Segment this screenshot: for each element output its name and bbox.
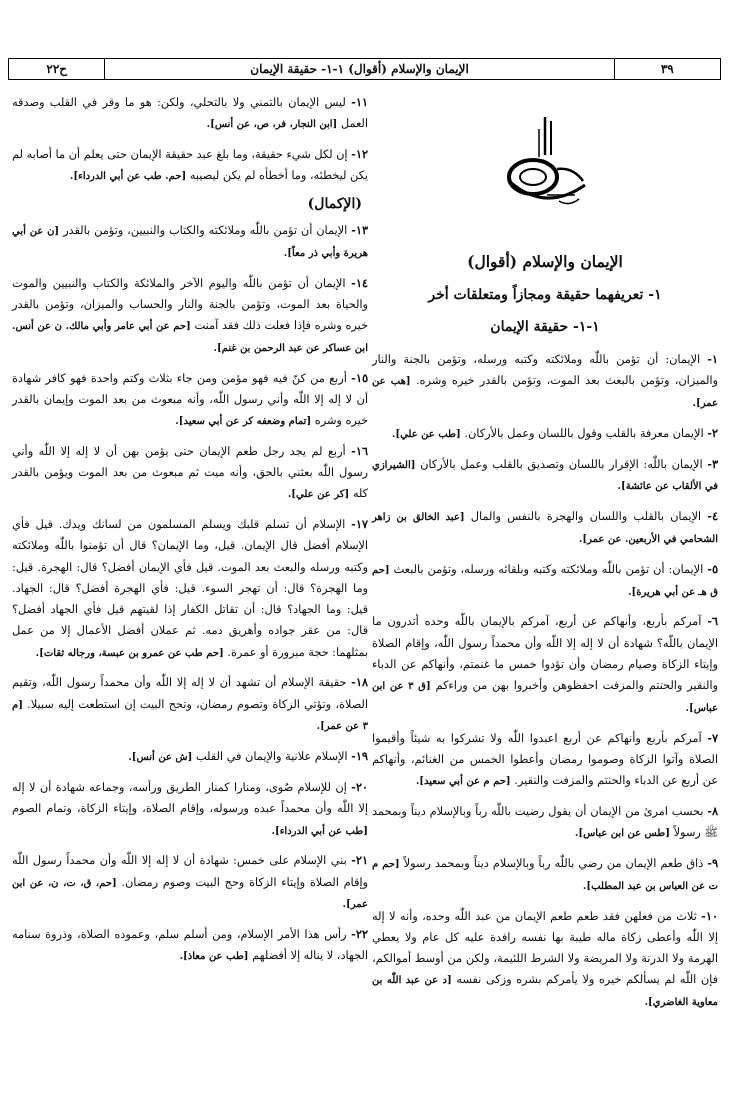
entry-text: الإيمان بالقلب واللسان والهجرة بالنفس والمال	[470, 510, 702, 524]
entry-number: ١٩-	[351, 749, 368, 764]
entry-text: الإيمان معرفة بالقلب وقول باللسان وعمل بالأركان.	[464, 426, 704, 440]
entry-source: [ابن النجار، فر، ص، عن أنس].	[206, 119, 338, 131]
entry-number: ٦-	[707, 614, 718, 629]
hadith-entry	[372, 423, 718, 445]
entry-text: أربع لم يجد رجل طعم الإيمان حتى يؤمن بهن أن لا إله إلا اللّٰه وأني رسول اللّٰه بعثني بالحق، وأنه ميت ثم مبعوث من بعد الموت ويؤمن بالقدر كله	[12, 444, 368, 501]
entry-source: [حم، ق، ت، ن، عن ابن عمر].	[12, 877, 368, 911]
hadith-entry	[12, 514, 368, 663]
hadith-entry	[372, 728, 718, 792]
entry-text: الإيمان أن تؤمن باللّٰه وملائكته والكتاب والنبيين، وتؤمن بالقدر	[63, 224, 348, 238]
entry-text: آمركم بأربع، وأنهاكم عن أربع، آمركم بالإيمان باللّٰه وحده أتدرون ما الإيمان باللّٰه؟ شهادة أن لا إله إلا اللّٰه وأن محمداً رسول اللّٰه، وإقام الصلاة وإيتاء الزكاة وصيام رمضان وأن تؤدوا خمس ما غنمتم، وأنهاكم عن الدباء والنقير والحنتم والمزفت احفظوهن وأخبروا بهن من وراءكم	[372, 615, 718, 693]
entry-source: [طب عن معاذ].	[179, 951, 249, 963]
left-entries-list-a	[12, 92, 368, 187]
entry-text: بني الإسلام على خمس: شهادة أن لا إله إلا اللّٰه وأن محمداً رسول اللّٰه وإقام الصلاة وإيتاء الزكاة وحج البيت وصوم رمضان.	[12, 854, 368, 889]
entry-number: ٢٢-	[351, 927, 368, 942]
left-entries-list-b	[12, 220, 368, 967]
hadith-entry	[372, 906, 718, 1013]
page-header	[8, 58, 721, 80]
entry-source: [كر عن علي].	[287, 489, 350, 501]
entry-text: ذاق طعم الإيمان من رضي باللّٰه رباً وبالإسلام ديناً وبمحمد رسولاً	[403, 857, 704, 870]
right-column	[372, 92, 718, 1107]
page-number: ٣٩	[660, 62, 674, 76]
entry-text: آمركم بأربع وأنهاكم عن أربع اعبدوا اللّٰه ولا تشركوا به شيئاً وأقيموا الصلاة وآتوا الزكاة وصوموا رمضان وأعطوا الخمس من الغنائم، وأنهاكم عن أربع عن الدباء والحنتم والمزفت والنقير.	[372, 731, 718, 788]
hadith-entry	[12, 220, 368, 264]
hadith-entry	[12, 273, 368, 359]
hadith-entry	[12, 92, 368, 135]
entry-number: ٢٠-	[351, 780, 368, 795]
entry-number: ١-	[707, 352, 718, 366]
entry-number: ٥-	[707, 561, 719, 576]
entry-number: ١١-	[351, 95, 368, 109]
hadith-entry	[12, 368, 368, 432]
entry-source: [عبد الخالق بن زاهر الشحامي في الأربعين. عن عمر].	[372, 512, 718, 546]
entry-number: ١٠-	[701, 908, 719, 923]
entry-text: الإيمان: أن تؤمن باللّٰه وملائكته وكتبه وبلقائه ورسله، وتؤمن بالبعث	[393, 562, 704, 576]
volume-label: ح٢٢	[46, 62, 68, 76]
entry-source: [ش عن أنس].	[128, 752, 193, 764]
hadith-entry	[12, 746, 368, 768]
right-entries-list	[372, 349, 718, 1013]
entry-number: ١٦-	[351, 443, 368, 458]
hadith-entry	[12, 441, 368, 505]
entry-source: [تمام وضعفه كر عن أبي سعيد].	[175, 416, 312, 428]
entry-source: [طب عن علي].	[391, 428, 461, 440]
page-number-cell	[615, 59, 720, 79]
entry-source: [حم م ت عن العباس بن عبد المطلب].	[372, 859, 718, 892]
entry-number: ١٨-	[351, 675, 368, 690]
entry-text: الإيمان: أن تؤمن باللّٰه وملائكته وكتبه ورسله، وتؤمن بالجنة والنار والميزان، وتؤمن بالبعث بعد الموت، وتؤمن بالقدر خيره وشره.	[372, 353, 719, 388]
entry-text: رأس هذا الأمر الإسلام، ومن أسلم سلم، وعموده الصلاة، وذروة سنامه الجهاد، لا يناله إلا أفضلهم	[12, 928, 368, 963]
entry-number: ١٢-	[351, 147, 368, 162]
left-column	[12, 92, 368, 1107]
entry-source: [حم ق هـ عن أبي هريرة].	[372, 564, 718, 598]
hadith-entry	[372, 506, 718, 550]
entry-text: إن للإسلام صُوى، ومنارا كمنار الطريق ورأسه، وجماعه شهادة أن لا إله إلا اللّٰه وأن محمداً عبده ورسوله، وإقام الصلاة، وإيتاء الزكاة، وتمام الصوم	[12, 781, 368, 816]
entry-text: ليس الإيمان بالتمني ولا بالتحلي، ولكن: هو ما وقر في القلب وصدقه العمل	[12, 96, 368, 131]
hadith-entry	[372, 853, 718, 897]
hadith-entry	[372, 559, 718, 603]
ikmal-heading: (الإكمال)	[307, 196, 362, 213]
entry-source: [حم طب عن عمرو بن عبسة، ورجاله ثقات].	[35, 647, 224, 659]
running-title: الإيمان والإسلام (أقوال) ١-١- حقيقة الإيمان	[250, 62, 469, 76]
entry-text: الإيمان باللّٰه: الإقرار باللسان وتصديق بالقلب وعمل بالأركان	[420, 457, 703, 471]
entry-number: ٧-	[707, 730, 719, 745]
entry-number: ٤-	[707, 509, 719, 524]
entry-source: [ق ٣ عن ابن عباس].	[372, 681, 718, 714]
entry-source: [حم. طب عن أبي الدرداء].	[69, 171, 187, 183]
entry-number: ١٥-	[351, 370, 369, 385]
entry-source: [ن عن أبي هريرة وأبي ذر معاً].	[12, 226, 368, 259]
entry-number: ٢١-	[351, 853, 369, 868]
hadith-entry	[372, 801, 718, 844]
entry-source: [حم عن أبي عامر وأبي مالك. ن عن أنس. ابن عساكر عن عبد الرحمن بن غنم].	[12, 321, 368, 354]
entry-text: بحسب امرئ من الإيمان أن يقول رضيت باللّٰه رباً وبالإسلام ديناً وبمحمد ﷺ رسولاً	[372, 804, 718, 840]
entry-source: [هب عن عمر].	[372, 376, 718, 410]
entry-number: ٨-	[707, 803, 719, 818]
running-title-cell	[105, 59, 614, 79]
entry-source: [م ٣ عن عمر].	[12, 699, 368, 733]
hadith-entry	[12, 850, 368, 915]
hadith-entry	[372, 611, 718, 718]
hadith-entry	[12, 777, 368, 841]
entry-number: ٢-	[707, 425, 718, 440]
entry-source: [طس عن ابن عباس].	[574, 828, 670, 840]
entry-number: ١٧-	[351, 517, 368, 532]
entry-source: [الشيرازي في الألقاب عن عائشة].	[372, 459, 718, 493]
tughra-ornament-icon	[372, 114, 718, 216]
entry-text: الإسلام أن تسلم قلبك ويسلم المسلمون من لسانك ويدك. قيل فأي الإسلام أفضل قال الإيمان. قيل، وما الإيمان؟ قال أن تؤمنوا باللّٰه وملائكته وكتبه ورسله والبعث بعد الموت. قيل فأي الإيمان أفضل؟ قال: الهجرة. قيل: وما الهجرة؟ قال: أن تهجر السوء. قيل: فأي الهجرة أفضل؟ قال: الجهاد. قيل: وما الجهاد؟ قال: أن تقاتل الكفار إذا لقيتهم قيل فأي الجهاد أفضل؟ قال: من عقر جواده وأهريق دمه. ثم عملان أفضل الأعمال إلا من عمل بمثلهما: حجة مبرورة أو عمرة.	[12, 518, 368, 659]
entry-text: أربع من كنّ فيه فهو مؤمن ومن جاء بثلاث وكتم واحدة فهو كافر شهادة أن لا إله إلا اللّٰه وأني رسول اللّٰه، وأنه مبعوث من بعد الموت وإيمان بالقدر خيره وشره	[12, 371, 368, 428]
hadith-entry	[12, 924, 368, 967]
entry-text: الإيمان أن تؤمن باللّٰه واليوم الآخر والملائكة والكتاب والنبيين والموت والحياة بعد الموت، وتؤمن بالجنة والنار والحساب والميزان، وتؤمن بالقدر خيره وشره فإذا فعلت ذلك فقد آمنت	[12, 276, 369, 333]
main-title: الإيمان والإسلام (أقوال)	[467, 252, 623, 271]
section-title: ١-١- حقيقة الإيمان	[490, 319, 600, 335]
hadith-entry	[372, 454, 718, 498]
hadith-entry	[12, 672, 368, 737]
entry-number: ٩-	[707, 856, 719, 870]
entry-text: إن لكل شيء حقيقة، وما بلغ عبد حقيقة الإيمان حتى يعلم أن ما أصابه لم يكن ليخطئه، وما أخطأه لم يكن ليصيبه	[12, 148, 368, 183]
entry-text: حقيقة الإسلام أن تشهد أن لا إله إلا اللّٰه وأن محمداً رسول اللّٰه، وتقيم الصلاة، وتؤتي الزكاة وتصوم رمضان، وتحج البيت إن استطعت إليه سبيلا.	[12, 676, 368, 711]
hadith-entry	[372, 349, 718, 414]
entry-source: [د عن عبد اللّٰه بن معاوية الغاضري].	[372, 975, 718, 1009]
entry-text: الإسلام علانية والإيمان في القلب	[195, 750, 348, 764]
entry-source: [حم م عن أبي سعيد].	[415, 776, 511, 788]
entry-text: ثلاث من فعلهن فقد طعم طعم الإيمان من عبد اللّٰه وحده، وأنه لا إله إلا اللّٰه وأعطى زكاة ماله طيبة بها نفسه رافدة عليه كل عام ولا يعطي الهرمة ولا الدرنة ولا المريضة ولا الشرط اللئيمة، ولكن من أوسط أموالكم، فإن اللّٰه لم يسألكم خيره ولا يأمركم بشره وزكى نفسه	[372, 909, 718, 987]
chapter-title: ١- تعريفهما حقيقة ومجازاً ومتعلقات أخر	[428, 287, 662, 303]
entry-source: [طب عن أبي الدرداء].	[271, 825, 368, 837]
volume-cell	[9, 59, 105, 79]
entry-number: ١٣-	[351, 223, 369, 238]
hadith-entry	[12, 144, 368, 187]
entry-number: ١٤-	[351, 275, 368, 290]
entry-number: ٣-	[707, 456, 719, 471]
